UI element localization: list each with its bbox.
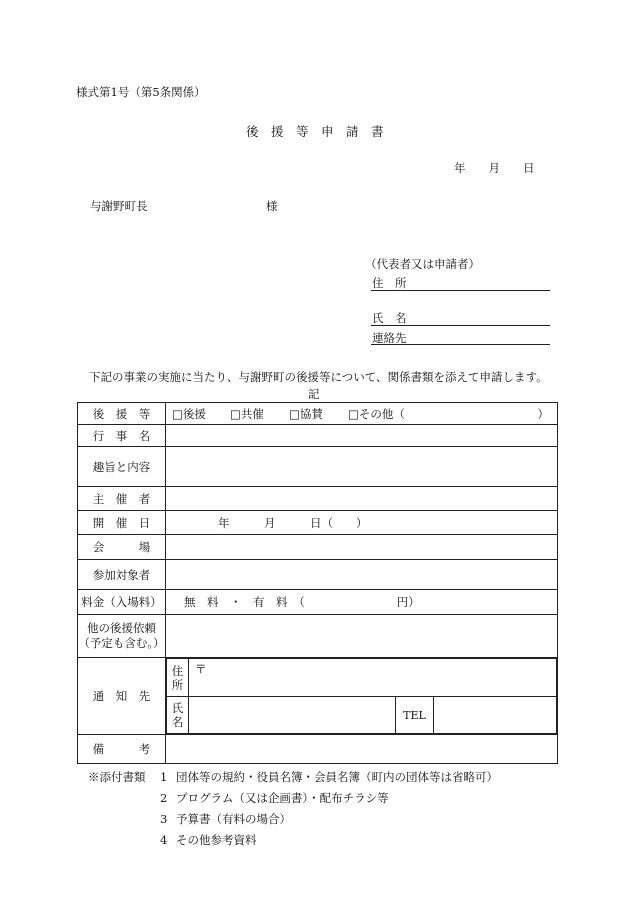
addressee: 与謝野町長: [90, 199, 148, 213]
option-other[interactable]: □その他（: [348, 406, 405, 421]
notify-name-label: [167, 697, 189, 734]
applicant-contact-line[interactable]: [371, 344, 550, 345]
remarks-label: 備 考: [78, 735, 166, 764]
attachment-item: [88, 830, 498, 851]
purpose-label: 趣旨と内容: [78, 447, 166, 487]
form-number: 様式第1号（第5条関係）: [76, 85, 206, 99]
applicant-name-line[interactable]: [371, 325, 550, 326]
attachment-number: 2: [160, 791, 168, 805]
notify-row: [78, 658, 558, 735]
applicant-heading: （代表者又は申請者）: [365, 257, 480, 271]
attachment-number: 1: [160, 770, 168, 784]
option-other-close: ）: [537, 406, 549, 421]
applicant-address-label: 住 所: [372, 276, 407, 290]
other-support-field[interactable]: [166, 615, 558, 658]
applicant-name-label: 氏 名: [372, 311, 407, 325]
tel-label: TEL: [396, 697, 434, 734]
organizer-field[interactable]: [166, 487, 558, 511]
date-label: 開 催 日: [78, 511, 166, 535]
purpose-field[interactable]: [166, 447, 558, 487]
notify-name-row: [167, 697, 557, 734]
notify-name-label-2: 名: [171, 715, 184, 729]
attachment-number: 3: [160, 812, 168, 826]
event-label: 行 事 名: [78, 425, 166, 447]
notify-address-label-1: 住: [171, 663, 184, 678]
notify-label: 通 知 先: [78, 658, 166, 735]
postal-mark: 〒: [195, 662, 207, 676]
attachment-text: 団体等の規約・役員名簿・会員名簿（町内の団体等は省略可）: [176, 770, 498, 784]
attachment-text: 予算書（有料の場合）: [176, 812, 291, 826]
ki-label: 記: [308, 387, 320, 401]
remarks-field[interactable]: [166, 735, 558, 764]
support-row: [78, 403, 558, 425]
notify-subtable: [166, 658, 557, 734]
option-kyosai[interactable]: □共催: [230, 406, 264, 421]
tel-field[interactable]: [434, 697, 557, 734]
attachments-list: [88, 767, 498, 851]
date-line: 年 月 日: [454, 161, 535, 175]
option-koen[interactable]: □後援: [172, 406, 206, 421]
event-row: [78, 425, 558, 447]
other-support-label-2: （予定も含む。）: [78, 636, 165, 650]
target-label: 参加対象者: [78, 560, 166, 590]
notify-address-label: [167, 659, 189, 697]
fee-field[interactable]: 無 料 ・ 有 料 （ 円）: [166, 590, 558, 615]
attachment-item: [88, 788, 498, 809]
attachment-text: その他参考資料: [176, 833, 257, 847]
fee-label: 料金（入場料）: [78, 590, 166, 615]
fee-row: [78, 590, 558, 615]
venue-field[interactable]: [166, 535, 558, 560]
applicant-address-line[interactable]: [371, 290, 550, 291]
target-field[interactable]: [166, 560, 558, 590]
venue-row: [78, 535, 558, 560]
venue-label: 会 場: [78, 535, 166, 560]
attachment-item: [88, 809, 498, 830]
attachment-number: 4: [160, 833, 168, 847]
event-field[interactable]: [166, 425, 558, 447]
document-title: 後 援 等 申 請 書: [246, 124, 384, 139]
organizer-row: [78, 487, 558, 511]
honorific: 様: [266, 199, 278, 213]
other-support-label-1: 他の後援依頼: [87, 621, 156, 635]
organizer-label: 主 催 者: [78, 487, 166, 511]
support-options: [166, 403, 558, 425]
notify-address-row: [167, 659, 557, 697]
applicant-contact-label: 連絡先: [372, 331, 407, 345]
target-row: [78, 560, 558, 590]
attachment-item: [88, 767, 498, 788]
notify-address-field[interactable]: [189, 659, 557, 697]
date-field[interactable]: 年 月 日（ ）: [166, 511, 558, 535]
notify-address-label-2: 所: [171, 677, 184, 692]
other-support-row: [78, 615, 558, 658]
notify-name-label-1: 氏: [171, 701, 184, 715]
attachments-heading: ※添付書類: [88, 770, 146, 784]
notify-name-field[interactable]: [189, 697, 396, 734]
notify-cell: [166, 658, 558, 735]
other-support-label: [78, 615, 166, 658]
application-table: [77, 402, 558, 764]
purpose-row: [78, 447, 558, 487]
option-kyosan[interactable]: □協賛: [289, 406, 323, 421]
attachment-text: プログラム（又は企画書）・配布チラシ等: [176, 791, 389, 805]
date-row: [78, 511, 558, 535]
intro-text: 下記の事業の実施に当たり、与謝野町の後援等について、関係書類を添えて申請します。: [89, 370, 548, 384]
remarks-row: [78, 735, 558, 764]
support-label: 後 援 等: [78, 403, 166, 425]
